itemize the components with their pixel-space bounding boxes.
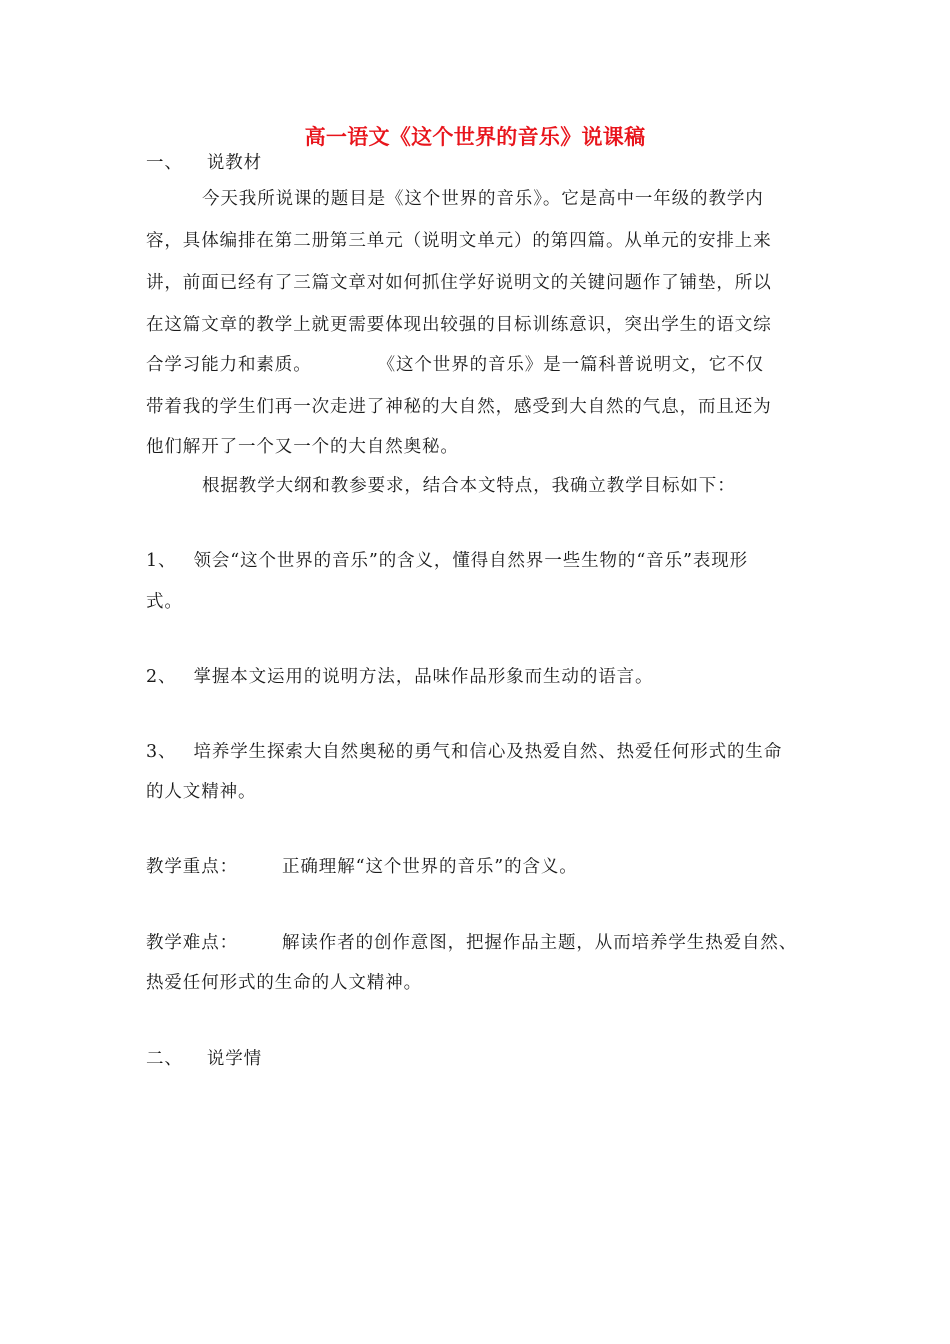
difficult-point-label: 教学难点： xyxy=(146,933,238,953)
paragraph-1-line-5 xyxy=(146,352,764,378)
paragraph-1-line-5-end: 《这个世界的音乐》是一篇科普说明文，它不仅 xyxy=(377,355,765,375)
difficult-point-line-2: 热爱任何形式的生命的人文精神。 xyxy=(146,973,422,993)
goal-3-text: 培养学生探索大自然奥秘的勇气和信心及热爱自然、热爱任何形式的生命 xyxy=(193,742,783,762)
goal-1-line-1 xyxy=(146,548,748,574)
section-1-title: 说教材 xyxy=(206,153,263,173)
paragraph-1-line-2: 容，具体编排在第二册第三单元（说明文单元）的第四篇。从单元的安排上来 xyxy=(146,231,772,251)
paragraph-1-line-7: 他们解开了一个又一个的大自然奥秘。 xyxy=(146,437,459,457)
goal-3-line-2: 的人文精神。 xyxy=(146,782,257,802)
section-1-heading xyxy=(146,150,262,176)
section-2-heading xyxy=(146,1046,262,1072)
paragraph-1-line-1: 今天我所说课的题目是《这个世界的音乐》。它是高中一年级的教学内 xyxy=(202,189,764,209)
key-point-text: 正确理解“这个世界的音乐”的含义。 xyxy=(282,857,578,877)
paragraph-1-line-3: 讲，前面已经有了三篇文章对如何抓住学好说明文的关键问题作了铺垫，所以 xyxy=(146,273,772,293)
paragraph-1-line-6: 带着我的学生们再一次走进了神秘的大自然，感受到大自然的气息，而且还为 xyxy=(146,397,772,417)
goal-2-text: 掌握本文运用的说明方法，品味作品形象而生动的语言。 xyxy=(193,667,654,687)
paragraph-2: 根据教学大纲和教参要求，结合本文特点，我确立教学目标如下： xyxy=(202,476,736,496)
section-2-number: 二、 xyxy=(146,1049,183,1069)
key-point-label: 教学重点： xyxy=(146,857,238,877)
goal-1-number: 1、 xyxy=(146,551,177,571)
paragraph-1-line-4: 在这篇文章的教学上就更需要体现出较强的目标训练意识，突出学生的语文综 xyxy=(146,315,772,335)
difficult-point-text: 解读作者的创作意图，把握作品主题，从而培养学生热爱自然、 xyxy=(282,933,798,953)
goal-2-number: 2、 xyxy=(146,667,177,687)
difficult-point-line-1 xyxy=(146,930,797,956)
goal-3-number: 3、 xyxy=(146,742,177,762)
goal-1-text: 领会“这个世界的音乐”的含义，懂得自然界一些生物的“音乐”表现形 xyxy=(193,551,749,571)
document-title: 高一语文《这个世界的音乐》说课稿 xyxy=(304,124,646,149)
section-1-number: 一、 xyxy=(146,153,183,173)
key-point xyxy=(146,854,578,880)
paragraph-1-line-5-start: 合学习能力和素质。 xyxy=(146,355,312,375)
goal-1-line-2: 式。 xyxy=(146,592,183,612)
goal-3-line-1 xyxy=(146,739,782,765)
goal-2 xyxy=(146,664,653,690)
section-2-title: 说学情 xyxy=(206,1049,263,1069)
